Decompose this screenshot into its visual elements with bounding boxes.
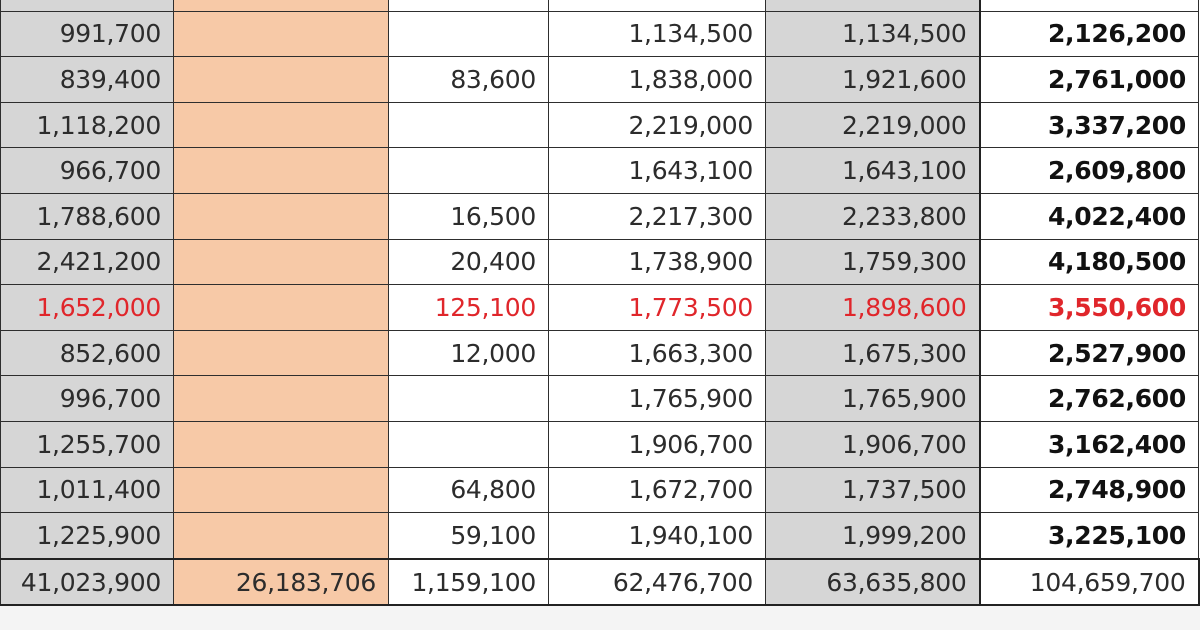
table-row <box>1 102 1199 148</box>
cell-c5[interactable]: 1,999,200 <box>766 513 980 559</box>
table-row <box>1 11 1199 57</box>
cell-c3[interactable]: 20,400 <box>389 239 549 285</box>
table-row-highlighted <box>1 285 1199 331</box>
table-row <box>1 148 1199 194</box>
cell-c1[interactable]: 966,700 <box>1 148 174 194</box>
cell-c1[interactable]: 2,421,200 <box>1 239 174 285</box>
cell-c4[interactable]: 1,773,500 <box>549 285 766 331</box>
cell-total[interactable]: 2,527,900 <box>980 330 1199 376</box>
cell-total[interactable]: 4,180,500 <box>980 239 1199 285</box>
cell[interactable] <box>174 0 389 11</box>
cell-total[interactable]: 2,761,000 <box>980 57 1199 103</box>
table-row <box>1 421 1199 467</box>
cell-c1[interactable]: 1,652,000 <box>1 285 174 331</box>
cell-c3[interactable]: 16,500 <box>389 193 549 239</box>
cell-c3[interactable]: 64,800 <box>389 467 549 513</box>
sheet-margin <box>0 606 1200 630</box>
cell-c2[interactable] <box>174 57 389 103</box>
cell-c2[interactable] <box>174 330 389 376</box>
cell-c4[interactable]: 1,663,300 <box>549 330 766 376</box>
table-row <box>1 376 1199 422</box>
cell-c2[interactable] <box>174 102 389 148</box>
cell[interactable] <box>980 0 1199 11</box>
table-row <box>1 239 1199 285</box>
cell[interactable] <box>1 0 174 11</box>
cell-c2[interactable] <box>174 285 389 331</box>
cell-c2[interactable] <box>174 193 389 239</box>
cell-c4[interactable]: 1,672,700 <box>549 467 766 513</box>
cell-c4[interactable]: 1,906,700 <box>549 421 766 467</box>
cell-c5[interactable]: 1,906,700 <box>766 421 980 467</box>
cell-c1[interactable]: 1,255,700 <box>1 421 174 467</box>
cell-c1[interactable]: 1,118,200 <box>1 102 174 148</box>
cell-c1[interactable]: 1,225,900 <box>1 513 174 559</box>
cell-c4[interactable]: 2,219,000 <box>549 102 766 148</box>
cell-total[interactable]: 3,337,200 <box>980 102 1199 148</box>
table-row <box>1 513 1199 559</box>
cell-c5[interactable]: 1,759,300 <box>766 239 980 285</box>
cell-c2[interactable] <box>174 11 389 57</box>
cell-c2[interactable] <box>174 239 389 285</box>
cell[interactable] <box>389 0 549 11</box>
cell-c2[interactable] <box>174 513 389 559</box>
cell-c3[interactable]: 12,000 <box>389 330 549 376</box>
cell-c2[interactable] <box>174 421 389 467</box>
cell-c5[interactable]: 1,737,500 <box>766 467 980 513</box>
cell-total[interactable]: 2,762,600 <box>980 376 1199 422</box>
cell-c1[interactable]: 991,700 <box>1 11 174 57</box>
cell-total[interactable]: 3,225,100 <box>980 513 1199 559</box>
total-c2[interactable]: 26,183,706 <box>174 559 389 606</box>
cell-total[interactable]: 2,748,900 <box>980 467 1199 513</box>
total-c3[interactable]: 1,159,100 <box>389 559 549 606</box>
cell-total[interactable]: 3,162,400 <box>980 421 1199 467</box>
cell-c4[interactable]: 1,738,900 <box>549 239 766 285</box>
cell-c3[interactable]: 83,600 <box>389 57 549 103</box>
table-row <box>1 57 1199 103</box>
cell-c3[interactable]: 59,100 <box>389 513 549 559</box>
cell-total[interactable]: 4,022,400 <box>980 193 1199 239</box>
cell-c4[interactable]: 1,940,100 <box>549 513 766 559</box>
cell-c4[interactable]: 1,134,500 <box>549 11 766 57</box>
cell-c5[interactable]: 1,643,100 <box>766 148 980 194</box>
cell-c1[interactable]: 1,788,600 <box>1 193 174 239</box>
cell[interactable] <box>766 0 980 11</box>
cell-c2[interactable] <box>174 148 389 194</box>
total-c4[interactable]: 62,476,700 <box>549 559 766 606</box>
total-c1[interactable]: 41,023,900 <box>1 559 174 606</box>
cell-total[interactable]: 3,550,600 <box>980 285 1199 331</box>
table-row <box>1 330 1199 376</box>
cell-c5[interactable]: 1,675,300 <box>766 330 980 376</box>
cell[interactable] <box>549 0 766 11</box>
cell-c5[interactable]: 1,134,500 <box>766 11 980 57</box>
cell-c4[interactable]: 1,838,000 <box>549 57 766 103</box>
totals-row <box>1 559 1199 606</box>
cell-c3[interactable] <box>389 148 549 194</box>
cell-c1[interactable]: 852,600 <box>1 330 174 376</box>
table-row <box>1 467 1199 513</box>
cell-c5[interactable]: 1,898,600 <box>766 285 980 331</box>
cell-c1[interactable]: 839,400 <box>1 57 174 103</box>
cell-c3[interactable] <box>389 376 549 422</box>
cell-c5[interactable]: 2,219,000 <box>766 102 980 148</box>
total-grand[interactable]: 104,659,700 <box>980 559 1199 606</box>
cell-total[interactable]: 2,126,200 <box>980 11 1199 57</box>
cell-c3[interactable] <box>389 102 549 148</box>
cell-c3[interactable]: 125,100 <box>389 285 549 331</box>
cell-c5[interactable]: 2,233,800 <box>766 193 980 239</box>
table-row-partial <box>1 0 1199 11</box>
cell-c2[interactable] <box>174 376 389 422</box>
cell-c2[interactable] <box>174 467 389 513</box>
cell-c3[interactable] <box>389 11 549 57</box>
cell-c4[interactable]: 1,643,100 <box>549 148 766 194</box>
cell-c5[interactable]: 1,921,600 <box>766 57 980 103</box>
cell-c1[interactable]: 996,700 <box>1 376 174 422</box>
cell-c4[interactable]: 2,217,300 <box>549 193 766 239</box>
total-c5[interactable]: 63,635,800 <box>766 559 980 606</box>
cell-c1[interactable]: 1,011,400 <box>1 467 174 513</box>
cell-c3[interactable] <box>389 421 549 467</box>
cell-total[interactable]: 2,609,800 <box>980 148 1199 194</box>
table-row <box>1 193 1199 239</box>
cell-c5[interactable]: 1,765,900 <box>766 376 980 422</box>
cell-c4[interactable]: 1,765,900 <box>549 376 766 422</box>
